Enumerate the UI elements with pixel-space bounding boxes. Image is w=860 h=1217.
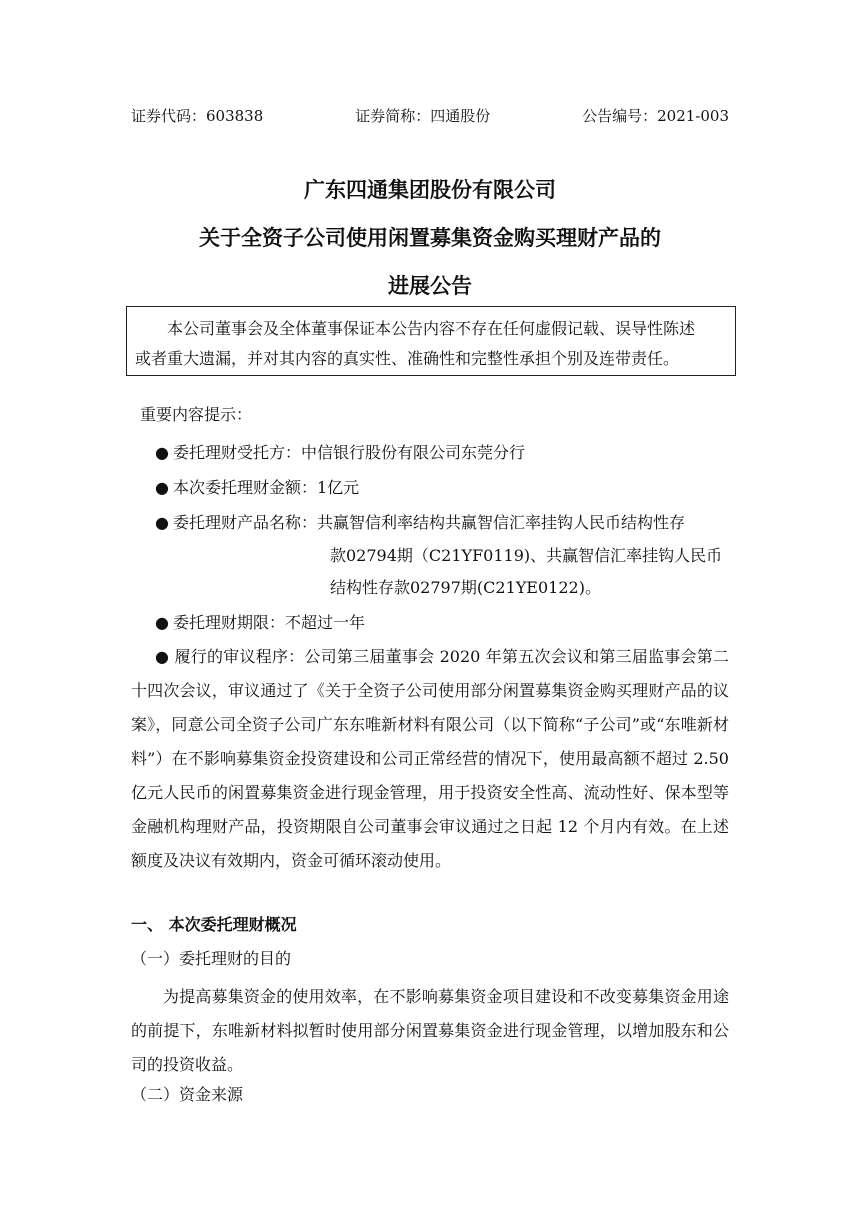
guarantee-line-2: 或者重大遗漏，并对其内容的真实性、准确性和完整性承担个别及连带责任。 (135, 349, 680, 368)
stock-code: 证券代码：603838 (131, 107, 264, 125)
bullet-icon: ● (155, 513, 169, 532)
key-points-heading: 重要内容提示： (140, 405, 253, 424)
title-suffix: 进展公告 (388, 274, 472, 298)
bullet-icon: ● (155, 443, 169, 462)
subsection-purpose-heading: （一）委托理财的目的 (131, 949, 292, 968)
bullet-product-name (155, 506, 723, 597)
guarantee-line-1: 本公司董事会及全体董事保证本公告内容不存在任何虚假记载、误导性陈述 (167, 319, 696, 338)
review-procedure-paragraph: ● 履行的审议程序：公司第三届董事会 2020 年第五次会议和第三届监事会第二十四次会议，审议通过了《关于全资子公司使用部分闲置募集资金购买理财产品的议案》，同意公司全资子公司广东东唯新材料有限公司（以下简称“子公司”或“东唯新材料”）在不影响募集资金投资建设和公司正常经营的情况下，使用最高额不超过 2.50 亿元人民币的闲置募集资金进行现金管理，用于投资安全性高、流动性好、保本型等金融机构理财产品，投资期限自公司董事会审议通过之日起 12 个月内有效。在上述额度及决议有效期内，资金可循环滚动使用。 (131, 647, 729, 870)
bullet-amount (155, 471, 359, 505)
subsection-fund-source-heading: （二）资金来源 (131, 1085, 244, 1104)
notice-number: 公告编号：2021-003 (582, 107, 729, 125)
amount-text: 本次委托理财金额：1亿元 (173, 478, 360, 497)
bullet-trustee (155, 436, 525, 470)
board-guarantee-box (126, 306, 736, 376)
bullet-icon: ● (155, 613, 169, 632)
bullet-term (155, 606, 365, 640)
bullet-icon: ● (155, 478, 169, 497)
stock-short-name: 证券简称：四通股份 (355, 107, 491, 125)
title-company: 广东四通集团股份有限公司 (304, 178, 556, 202)
title-subject: 关于全资子公司使用闲置募集资金购买理财产品的 (199, 226, 661, 250)
product-name-continued: 款02794期（C21YF0119)、共赢智信汇率挂钩人民币结构性存款02797期(C21YE0122)。 (330, 546, 723, 597)
purpose-paragraph: 为提高募集资金的使用效率，在不影响募集资金项目建设和不改变募集资金用途的前提下，东唯新材料拟暂时使用部分闲置募集资金进行现金管理，以增加股东和公司的投资收益。 (131, 987, 729, 1074)
product-name-text: 委托理财产品名称：共赢智信利率结构共赢智信汇率挂钩人民币结构性存 (173, 513, 686, 532)
term-text: 委托理财期限：不超过一年 (173, 613, 366, 632)
section-1-heading: 一、 本次委托理财概况 (131, 915, 297, 934)
document-header (131, 106, 729, 126)
trustee-text: 委托理财受托方：中信银行股份有限公司东莞分行 (173, 443, 526, 462)
